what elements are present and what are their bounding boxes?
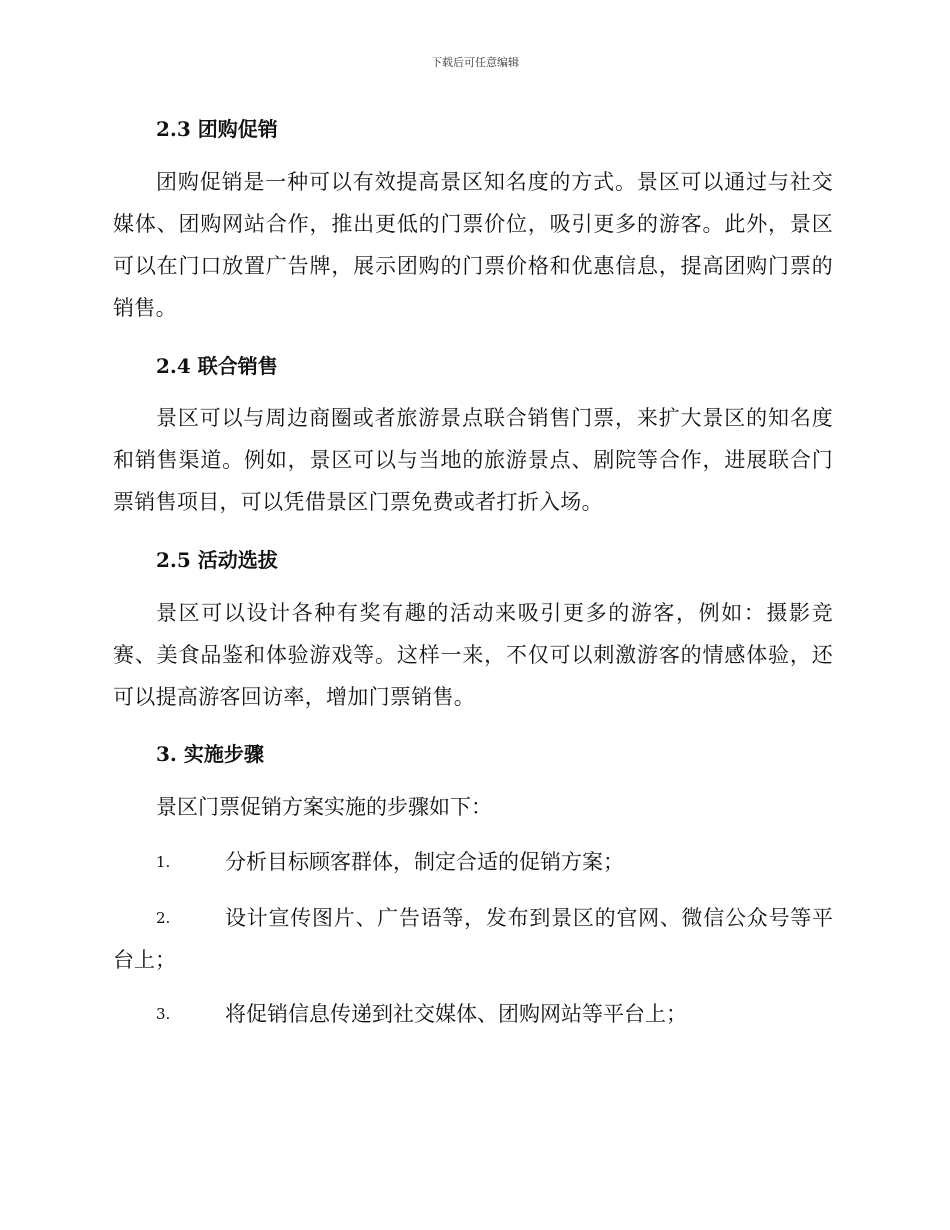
list-item-number: 3.: [156, 1005, 171, 1023]
section-2-3-heading: 2.3 团购促销: [156, 117, 278, 141]
list-item-text: 将促销信息传递到社交媒体、团购网站等平台上；: [225, 1002, 687, 1026]
section-2-5-heading: 2.5 活动选拔: [156, 548, 278, 572]
section-2-4-paragraph: 景区可以与周边商圈或者旅游景点联合销售门票，来扩大景区的知名度和销售渠道。例如，景区可以与当地的旅游景点、剧院等合作，进展联合门票销售项目，可以凭借景区门票免费或者打折入场。: [113, 406, 833, 514]
section-3-intro: 景区门票促销方案实施的步骤如下：: [156, 795, 492, 819]
list-item-text: 设计宣传图片、广告语等，发布到景区的官网、微信公众号等平台上；: [113, 906, 833, 972]
page-header-note: 下载后可任意编辑: [431, 56, 519, 69]
section-2-4-heading: 2.4 联合销售: [156, 354, 278, 378]
list-item-number: 1.: [156, 853, 171, 871]
section-3-heading: 3. 实施步骤: [156, 742, 264, 766]
list-item: [113, 993, 833, 1035]
list-item-text: 分析目标顾客群体，制定合适的促销方案；: [225, 850, 624, 874]
list-item-number: 2.: [156, 909, 171, 927]
list-item: [113, 897, 833, 981]
list-item: [113, 841, 833, 883]
section-2-3-paragraph: 团购促销是一种可以有效提高景区知名度的方式。景区可以通过与社交媒体、团购网站合作，推出更低的门票价位，吸引更多的游客。此外，景区可以在门口放置广告牌，展示团购的门票价格和优惠信息，提高团购门票的销售。: [113, 170, 833, 320]
section-2-5-paragraph: 景区可以设计各种有奖有趣的活动来吸引更多的游客，例如：摄影竞赛、美食品鉴和体验游戏等。这样一来，不仅可以刺激游客的情感体验，还可以提高游客回访率，增加门票销售。: [113, 601, 833, 709]
